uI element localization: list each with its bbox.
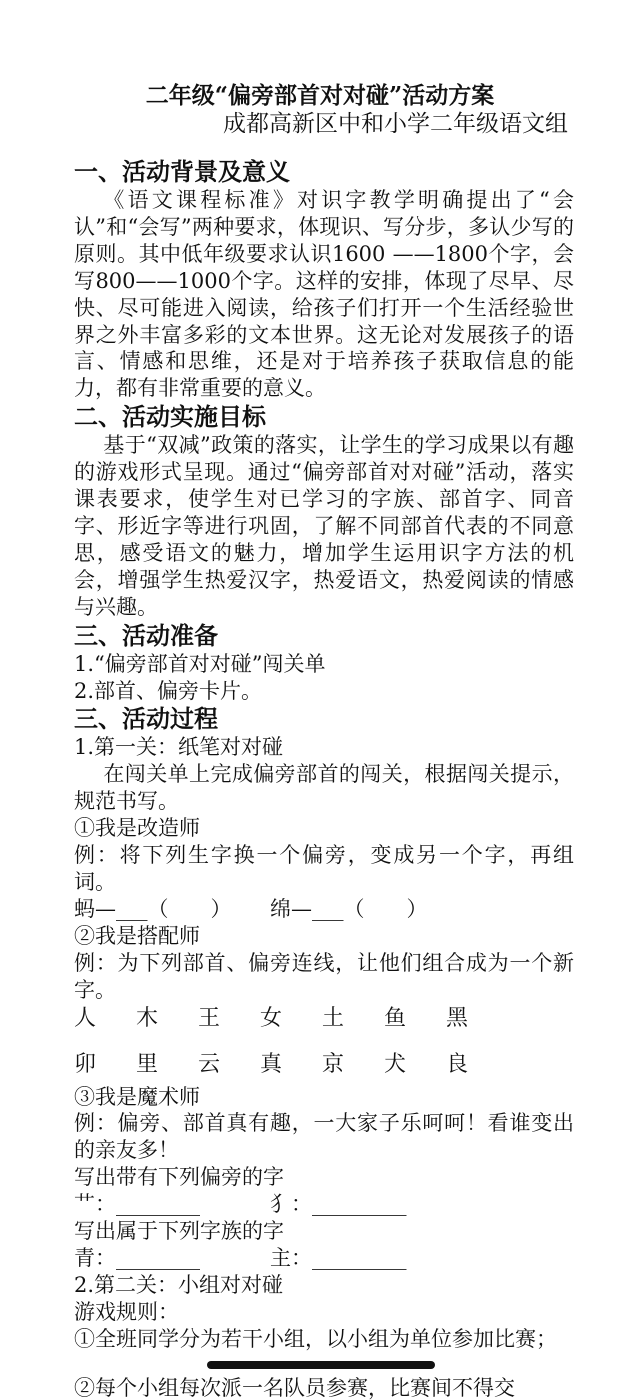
section-paragraph-background: 《语文课程标准》对识字教学明确提出了“会认”和“会写”两种要求，体现识、写分步，多认少写的原则。其中低年级要求认识1600 ——1800个字，会写800——1000个字。这样的安排，体现了尽早、尽快、尽可能进入阅读，给孩子们打开一个生活经验世界之外丰富多彩的文本世界。这无论对发展孩子的语言、情感和思维，还是对于培养孩子获取信息的能力，都有非常重要的意义。: [74, 188, 574, 401]
fill-item: 犭：_________: [270, 1192, 407, 1217]
radical-char: 人: [74, 1005, 97, 1031]
stage1-title: 1.第一关：纸笔对对碰: [74, 735, 284, 760]
game3-example: 例：偏旁、部首真有趣，一大家子乐呵呵！看谁变出的亲友多！: [74, 1111, 574, 1163]
document-title: 二年级“偏旁部首对对碰”活动方案: [145, 82, 495, 109]
preparation-item: 2.部首、偏旁卡片。: [74, 678, 263, 703]
game3-fill-row-families: [74, 1245, 574, 1272]
rules-title: 游戏规则：: [74, 1300, 179, 1324]
document-body: [74, 157, 574, 1353]
radical-char: 里: [136, 1051, 159, 1077]
stage2-title: 2.第二关：小组对对碰: [74, 1273, 284, 1298]
rule-item: ①全班同学分为若干小组，以小组为单位参加比赛；: [74, 1326, 557, 1351]
radical-char: 鱼: [384, 1005, 407, 1031]
game3-prompt-families: 写出属于下列字族的字: [74, 1219, 284, 1244]
game1-example: 例：将下列生字换一个偏旁，变成另一个字，再组词。: [74, 843, 574, 894]
game1-title: ①我是改造师: [74, 816, 200, 841]
document-subtitle: 成都高新区中和小学二年级语文组: [223, 111, 568, 137]
stage1-description: 在闯关单上完成偏旁部首的闯关，根据闯关提示，规范书写。: [74, 762, 574, 814]
spacer: [74, 1038, 574, 1050]
radical-char: 木: [136, 1005, 159, 1031]
game1-fill-row: [74, 896, 574, 923]
radical-row-1: [74, 1004, 574, 1038]
section-heading-goals: 二、活动实施目标: [74, 402, 266, 432]
fill-item: 艹：________: [74, 1192, 200, 1217]
radical-char: 京: [322, 1051, 345, 1077]
fill-item: 蚂—___（ ）: [74, 896, 232, 921]
preparation-item: 1.“偏旁部首对对碰”闯关单: [74, 651, 326, 676]
rule-item-partial: ②每个小组每次派一名队员参赛，比赛间不得交: [74, 1376, 515, 1400]
home-indicator[interactable]: [207, 1361, 435, 1369]
radical-row-2: [74, 1050, 574, 1084]
section-heading-process: 三、活动过程: [74, 704, 218, 734]
fill-item: 主：_________: [270, 1246, 407, 1271]
fill-item: 绵—___（ ）: [270, 896, 428, 921]
radical-char: 卯: [74, 1051, 97, 1077]
section-paragraph-goals: 基于“双减”政策的落实，让学生的学习成果以有趣的游戏形式呈现。通过“偏旁部首对对碰”活动，落实课表要求，使学生对已学习的字族、部首字、同音字、形近字等进行巩固，了解不同部首代表的不同意思，感受语文的魅力，增加学生运用识字方法的机会，增强学生热爱汉字，热爱语文，热爱阅读的情感与兴趣。: [74, 433, 574, 619]
radical-char: 黑: [446, 1005, 469, 1031]
game2-example: 例：为下列部首、偏旁连线，让他们组合成为一个新字。: [74, 950, 574, 1002]
radical-char: 云: [198, 1051, 221, 1077]
radical-char: 女: [260, 1005, 283, 1031]
radical-char: 犬: [384, 1051, 407, 1077]
radical-char: 良: [446, 1051, 469, 1077]
game3-title: ③我是魔术师: [74, 1084, 200, 1109]
game2-title: ②我是搭配师: [74, 923, 200, 948]
radical-char: 王: [198, 1005, 221, 1031]
section-heading-preparation: 三、活动准备: [74, 620, 218, 650]
radical-char: 真: [260, 1051, 283, 1077]
section-heading-background: 一、活动背景及意义: [74, 157, 290, 186]
fill-item: 青：________: [74, 1246, 200, 1271]
game3-fill-row-radicals: [74, 1191, 574, 1218]
game3-prompt-radicals: 写出带有下列偏旁的字: [74, 1165, 284, 1190]
radical-char: 土: [322, 1005, 345, 1031]
